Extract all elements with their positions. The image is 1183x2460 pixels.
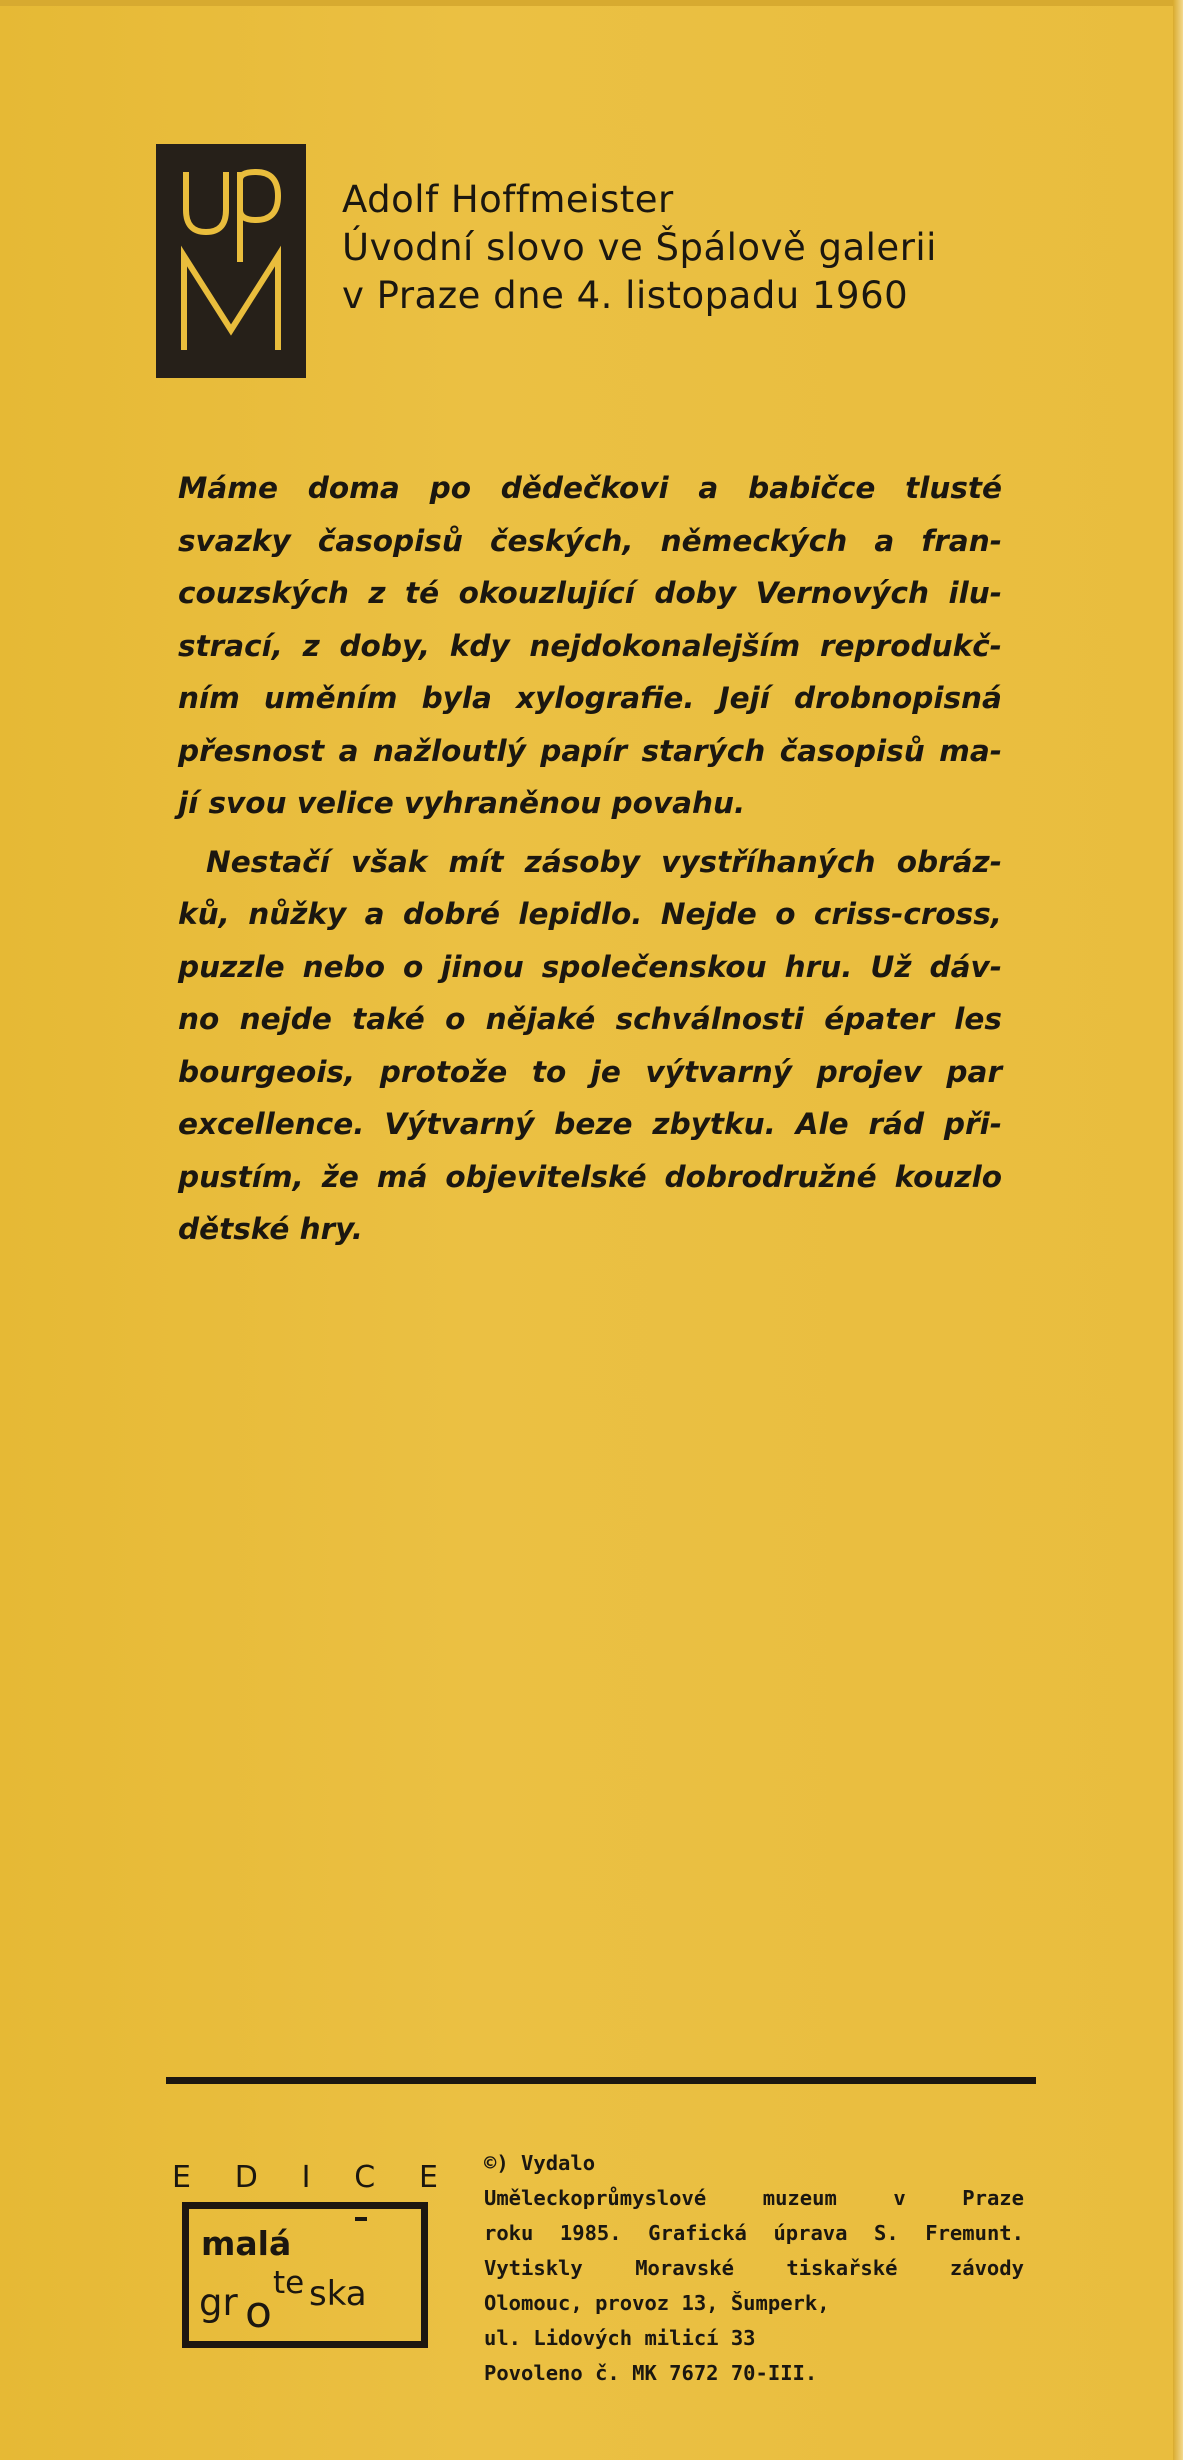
edition-letter: E [419,2160,440,2195]
edition-letter: C [354,2160,378,2195]
colophon [484,2146,1024,2391]
divider-rule [166,2077,1036,2084]
colophon-line: Olomouc, provoz 13, Šumperk, [484,2291,830,2315]
text-line: bourgeois, protože to je výtvarný projev par [178,1054,1002,1089]
author-name: Adolf Hoffmeister [342,178,674,221]
text-line: couzských z té okouzlující doby Vernových ilu- [178,576,1002,610]
colophon-line: Uměleckoprůmyslové muzeum v Praze [484,2186,1024,2210]
colophon-line: ©) Vydalo [484,2151,596,2175]
series-word-gr: gr [199,2281,238,2324]
series-logo-art [189,2209,421,2341]
colophon-line: Povoleno č. MK 7672 70-III. [484,2361,818,2385]
text-line: Nestačí však mít zásoby vystříhaných obráz- [206,844,1002,879]
text-line: no nejde také o nějaké schválnosti épater les [178,1002,1002,1036]
series-word-o: o [245,2287,272,2338]
intro-text [178,462,1002,1256]
text-line: ním uměním byla xylografie. Její drobnopisná [178,681,1002,715]
text-line: přesnost a nažloutlý papír starých časopisů ma- [178,733,1002,768]
text-line: excellence. Výtvarný beze zbytku. Ale rád při- [178,1107,1002,1141]
intro-paragraph-1 [178,462,1002,830]
series-word-ska: ska [309,2274,367,2314]
text-line: Máme doma po dědečkovi a babičce tlusté [178,471,1002,505]
text-title: Úvodní slovo ve Špálově galerii [342,226,937,269]
cover-right-edge [1173,0,1183,2460]
text-line: puzzle nebo o jinou společenskou hru. Už dáv- [178,949,1002,984]
intro-paragraph-2 [178,836,1002,1256]
edition-label [172,2160,440,2195]
edition-letter: I [301,2160,313,2195]
text-line: jí svou velice vyhraněnou povahu. [178,786,746,820]
text-date-place: v Praze dne 4. listopadu 1960 [342,274,909,317]
upm-monogram-icon [156,144,306,378]
series-logo-mala-groteska [182,2202,428,2348]
cover-top-edge [0,0,1183,6]
edition-letter: D [234,2160,260,2195]
edition-letter: E [172,2160,193,2195]
upm-logo [156,144,306,378]
text-line: pustím, že má objevitelské dobrodružné kouzlo [178,1159,1002,1194]
text-line: ků, nůžky a dobré lepidlo. Nejde o criss-cross, [178,897,1002,931]
text-line: svazky časopisů českých, německých a fran- [178,523,1002,558]
text-line: dětské hry. [178,1212,363,1246]
series-word-mala: malá [201,2224,292,2263]
header-block [342,176,1122,320]
colophon-line: ul. Lidových milicí 33 [484,2326,756,2350]
colophon-line: roku 1985. Grafická úprava S. Fremunt. [484,2221,1024,2245]
text-line: strací, z doby, kdy nejdokonalejším reprodukč- [178,628,1002,663]
colophon-line: Vytiskly Moravské tiskařské závody [484,2256,1024,2280]
series-word-te: te [273,2265,305,2301]
